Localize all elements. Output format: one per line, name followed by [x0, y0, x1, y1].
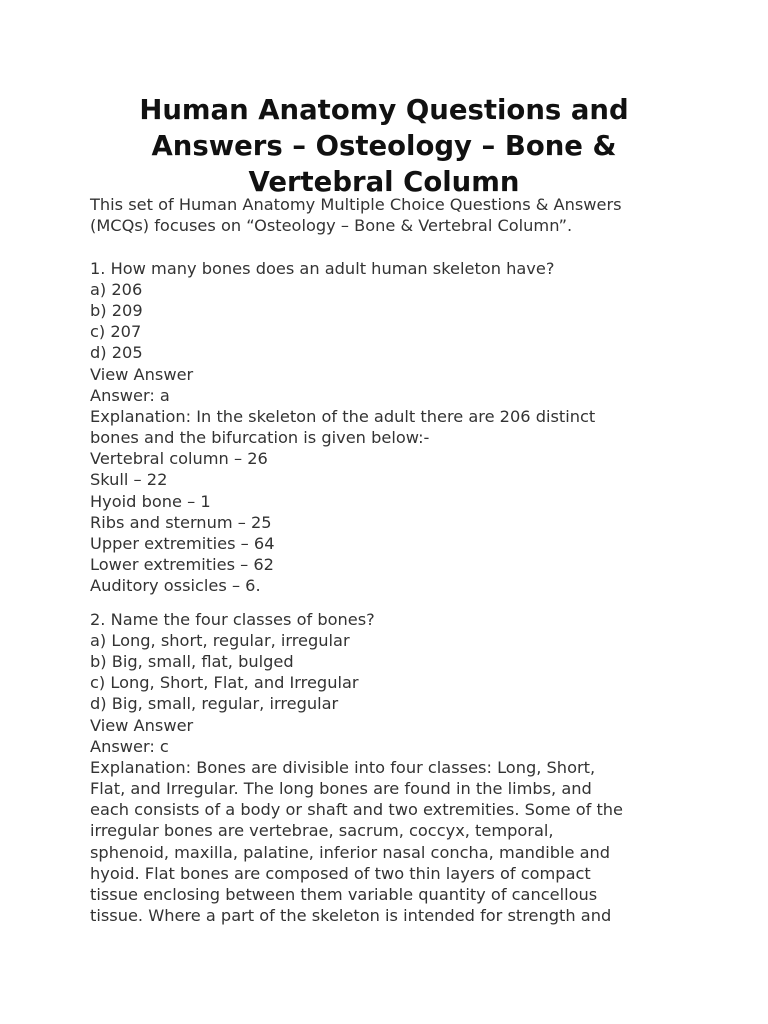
intro-line: (MCQs) focuses on “Osteology – Bone & Vertebral Column”. — [90, 216, 573, 236]
title-line-2: Answers – Osteology – Bone & — [151, 130, 617, 162]
explanation-line: each consists of a body or shaft and two extremities. Some of the — [90, 800, 624, 820]
answer-option: a) Long, short, regular, irregular — [90, 630, 350, 650]
answer-option: b) 209 — [90, 300, 143, 320]
answer-option: a) 206 — [90, 279, 143, 299]
answer-option: c) Long, Short, Flat, and Irregular — [90, 673, 359, 693]
explanation-line: sphenoid, maxilla, palatine, inferior nasal concha, mandible and — [90, 842, 611, 862]
explanation-line: Auditory ossicles – 6. — [90, 576, 261, 596]
explanation-line: Explanation: Bones are divisible into four classes: Long, Short, — [90, 757, 596, 777]
explanation-line: tissue. Where a part of the skeleton is intended for strength and — [90, 906, 612, 926]
explanation-line: Flat, and Irregular. The long bones are found in the limbs, and — [90, 779, 592, 799]
explanation-line: Hyoid bone – 1 — [90, 491, 211, 511]
intro-paragraph — [90, 194, 710, 236]
answer-option: d) Big, small, regular, irregular — [90, 694, 339, 714]
answer-text: Answer: a — [90, 385, 170, 405]
question-block-2 — [90, 609, 710, 927]
document-body — [90, 194, 710, 926]
view-answer-link[interactable]: View Answer — [90, 364, 194, 384]
page-title — [90, 92, 678, 200]
question-text: 2. Name the four classes of bones? — [90, 609, 375, 629]
explanation-line: Ribs and sternum – 25 — [90, 512, 272, 532]
explanation-line: hyoid. Flat bones are composed of two thin layers of compact — [90, 863, 591, 883]
spacer — [90, 236, 710, 257]
answer-option: d) 205 — [90, 343, 143, 363]
spacer — [90, 597, 710, 609]
explanation-line: Skull – 22 — [90, 470, 168, 490]
explanation-line: bones and the bifurcation is given below:- — [90, 428, 430, 448]
answer-text: Answer: c — [90, 736, 169, 756]
explanation-line: irregular bones are vertebrae, sacrum, coccyx, temporal, — [90, 821, 554, 841]
view-answer-link[interactable]: View Answer — [90, 715, 194, 735]
title-line-1: Human Anatomy Questions and — [139, 94, 629, 126]
answer-option: b) Big, small, flat, bulged — [90, 651, 294, 671]
explanation-line: Upper extremities – 64 — [90, 534, 275, 553]
answer-option: c) 207 — [90, 322, 142, 342]
explanation-line: tissue enclosing between them variable quantity of cancellous — [90, 885, 598, 904]
title-line-3: Vertebral Column — [248, 166, 520, 198]
question-block-1 — [90, 258, 710, 597]
question-text: 1. How many bones does an adult human skeleton have? — [90, 258, 555, 278]
explanation-line: Explanation: In the skeleton of the adult there are 206 distinct — [90, 406, 596, 426]
explanation-line: Lower extremities – 62 — [90, 555, 274, 575]
intro-line: This set of Human Anatomy Multiple Choice Questions & Answers — [90, 195, 622, 214]
explanation-line: Vertebral column – 26 — [90, 449, 268, 469]
